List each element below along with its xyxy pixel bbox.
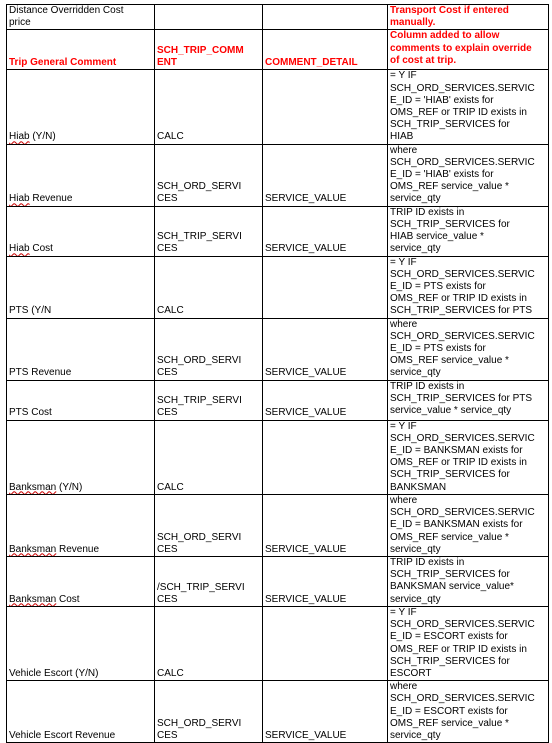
cell-text: CALC bbox=[157, 305, 184, 317]
cell-text: TRIP ID exists in SCH_TRIP_SERVICES for HIAB service_value * service_qty bbox=[390, 206, 510, 255]
cell-text: SERVICE_VALUE bbox=[265, 543, 347, 555]
cell-text: where SCH_ORD_SERVICES.SERVIC E_ID = ESCORT exists for OMS_REF service_value * service_qty bbox=[390, 681, 535, 741]
table-cell-c1 bbox=[7, 494, 155, 556]
table-row bbox=[7, 30, 549, 70]
table-cell-c4 bbox=[388, 681, 549, 743]
cell-text: CALC bbox=[157, 131, 184, 143]
table-cell-c4 bbox=[388, 5, 549, 30]
cell-text: Vehicle Escort (Y/N) bbox=[9, 667, 99, 679]
table-cell-c2 bbox=[155, 681, 263, 743]
cell-text: SCH_ORD_SERVI CES bbox=[157, 355, 242, 379]
table-cell-c2 bbox=[155, 420, 263, 494]
table-cell-c3 bbox=[263, 206, 388, 256]
cell-text: SERVICE_VALUE bbox=[265, 243, 347, 255]
table-cell-c1 bbox=[7, 556, 155, 606]
table-cell-c1 bbox=[7, 206, 155, 256]
cell-text: /SCH_TRIP_SERVI CES bbox=[157, 581, 245, 605]
cell-text: COMMENT_DETAIL bbox=[265, 57, 358, 69]
cell-text: Hiab Revenue bbox=[9, 193, 73, 205]
table-cell-c3 bbox=[263, 681, 388, 743]
table-cell-c3 bbox=[263, 318, 388, 380]
table-cell-c3 bbox=[263, 380, 388, 420]
cell-text: Banksman Revenue bbox=[9, 543, 100, 555]
table-cell-c4 bbox=[388, 70, 549, 144]
cell-text: PTS Revenue bbox=[9, 367, 72, 379]
cell-text: SERVICE_VALUE bbox=[265, 593, 347, 605]
table-cell-c2 bbox=[155, 556, 263, 606]
table-cell-c1 bbox=[7, 30, 155, 70]
table-cell-c4 bbox=[388, 420, 549, 494]
cell-text: = Y IF SCH_ORD_SERVICES.SERVIC E_ID = BANKSMAN exists for OMS_REF or TRIP ID exists in SCH_TRIP_SERVICES for BANKSMAN bbox=[390, 420, 535, 493]
cell-text: PTS Cost bbox=[9, 407, 52, 419]
table-row bbox=[7, 681, 549, 743]
cell-text: Distance Overridden Cost price bbox=[9, 5, 124, 29]
spec-table-body bbox=[7, 5, 549, 743]
cell-text: SERVICE_VALUE bbox=[265, 407, 347, 419]
cell-text: Transport Cost if entered manually. bbox=[390, 5, 509, 29]
table-row bbox=[7, 494, 549, 556]
cell-text: = Y IF SCH_ORD_SERVICES.SERVIC E_ID = ESCORT exists for OMS_REF or TRIP ID exists in SCH_TRIP_SERVICES for ESCORT bbox=[390, 606, 535, 679]
cell-text: where SCH_ORD_SERVICES.SERVIC E_ID = BANKSMAN exists for OMS_REF service_value * service_qty bbox=[390, 494, 535, 555]
cell-text: SCH_TRIP_COMM ENT bbox=[157, 45, 244, 69]
spellcheck-word: Banksman bbox=[9, 481, 57, 493]
cell-text: CALC bbox=[157, 667, 184, 679]
table-cell-c4 bbox=[388, 206, 549, 256]
table-cell-c2 bbox=[155, 606, 263, 680]
table-cell-c2 bbox=[155, 494, 263, 556]
table-cell-c3 bbox=[263, 556, 388, 606]
cell-text: SCH_ORD_SERVI CES bbox=[157, 717, 242, 741]
table-row bbox=[7, 606, 549, 680]
cell-text: Hiab (Y/N) bbox=[9, 131, 56, 143]
table-cell-c3 bbox=[263, 256, 388, 318]
table-row bbox=[7, 420, 549, 494]
table-row bbox=[7, 256, 549, 318]
cell-text: SERVICE_VALUE bbox=[265, 367, 347, 379]
table-cell-c2 bbox=[155, 206, 263, 256]
table-cell-c4 bbox=[388, 318, 549, 380]
table-cell-c4 bbox=[388, 556, 549, 606]
table-cell-c2 bbox=[155, 30, 263, 70]
cell-text: Banksman (Y/N) bbox=[9, 481, 83, 493]
spellcheck-word: Banksman bbox=[9, 593, 57, 605]
table-cell-c2 bbox=[155, 5, 263, 30]
table-cell-c1 bbox=[7, 380, 155, 420]
table-cell-c3 bbox=[263, 144, 388, 206]
table-row bbox=[7, 556, 549, 606]
cell-text: where SCH_ORD_SERVICES.SERVIC E_ID = PTS exists for OMS_REF service_value * service_qty bbox=[390, 318, 535, 379]
cell-text: SERVICE_VALUE bbox=[265, 729, 347, 741]
table-cell-c1 bbox=[7, 681, 155, 743]
cell-text: Hiab Cost bbox=[9, 243, 53, 255]
cell-text: SERVICE_VALUE bbox=[265, 193, 347, 205]
cell-text: Trip General Comment bbox=[9, 57, 117, 69]
cell-text: Banksman Cost bbox=[9, 593, 80, 605]
table-cell-c3 bbox=[263, 606, 388, 680]
table-cell-c1 bbox=[7, 70, 155, 144]
table-row bbox=[7, 70, 549, 144]
table-cell-c3 bbox=[263, 70, 388, 144]
table-cell-c2 bbox=[155, 318, 263, 380]
table-cell-c1 bbox=[7, 606, 155, 680]
table-cell-c4 bbox=[388, 144, 549, 206]
table-cell-c2 bbox=[155, 380, 263, 420]
table-row bbox=[7, 144, 549, 206]
table-cell-c3 bbox=[263, 5, 388, 30]
spec-table bbox=[6, 4, 549, 743]
table-cell-c2 bbox=[155, 256, 263, 318]
cell-text: TRIP ID exists in SCH_TRIP_SERVICES for PTS service_value * service_qty bbox=[390, 380, 533, 417]
cell-text: TRIP ID exists in SCH_TRIP_SERVICES for BANKSMAN service_value* service_qty bbox=[390, 556, 514, 605]
cell-text: SCH_TRIP_SERVI CES bbox=[157, 395, 242, 419]
spellcheck-word: Hiab bbox=[9, 243, 30, 255]
table-row bbox=[7, 5, 549, 30]
cell-text: CALC bbox=[157, 481, 184, 493]
cell-text: PTS (Y/N bbox=[9, 305, 52, 317]
table-cell-c4 bbox=[388, 30, 549, 70]
cell-text: SCH_ORD_SERVI CES bbox=[157, 181, 242, 205]
cell-text: SCH_TRIP_SERVI CES bbox=[157, 231, 242, 255]
table-row bbox=[7, 206, 549, 256]
table-row bbox=[7, 380, 549, 420]
cell-text: = Y IF SCH_ORD_SERVICES.SERVIC E_ID = PTS exists for OMS_REF or TRIP ID exists in SCH_TRIP_SERVICES for PTS bbox=[390, 256, 535, 317]
cell-text: Column added to allow comments to explain override of cost at trip. bbox=[390, 30, 532, 66]
cell-text: Vehicle Escort Revenue bbox=[9, 729, 116, 741]
cell-text: where SCH_ORD_SERVICES.SERVIC E_ID = 'HIAB' exists for OMS_REF service_value * service_qty bbox=[390, 144, 535, 205]
table-cell-c1 bbox=[7, 144, 155, 206]
table-cell-c2 bbox=[155, 70, 263, 144]
spellcheck-word: Banksman bbox=[9, 543, 57, 555]
table-cell-c4 bbox=[388, 606, 549, 680]
table-row bbox=[7, 318, 549, 380]
cell-text: SCH_ORD_SERVI CES bbox=[157, 531, 242, 555]
table-cell-c1 bbox=[7, 318, 155, 380]
table-cell-c2 bbox=[155, 144, 263, 206]
spellcheck-word: Hiab bbox=[9, 131, 30, 143]
table-cell-c3 bbox=[263, 30, 388, 70]
spellcheck-word: Hiab bbox=[9, 193, 30, 205]
cell-text: = Y IF SCH_ORD_SERVICES.SERVIC E_ID = 'HIAB' exists for OMS_REF or TRIP ID exists in SCH_TRIP_SERVICES for HIAB bbox=[390, 70, 535, 143]
table-cell-c3 bbox=[263, 494, 388, 556]
table-cell-c4 bbox=[388, 380, 549, 420]
table-cell-c4 bbox=[388, 256, 549, 318]
table-cell-c1 bbox=[7, 256, 155, 318]
table-cell-c1 bbox=[7, 420, 155, 494]
table-cell-c1 bbox=[7, 5, 155, 30]
table-cell-c3 bbox=[263, 420, 388, 494]
table-cell-c4 bbox=[388, 494, 549, 556]
